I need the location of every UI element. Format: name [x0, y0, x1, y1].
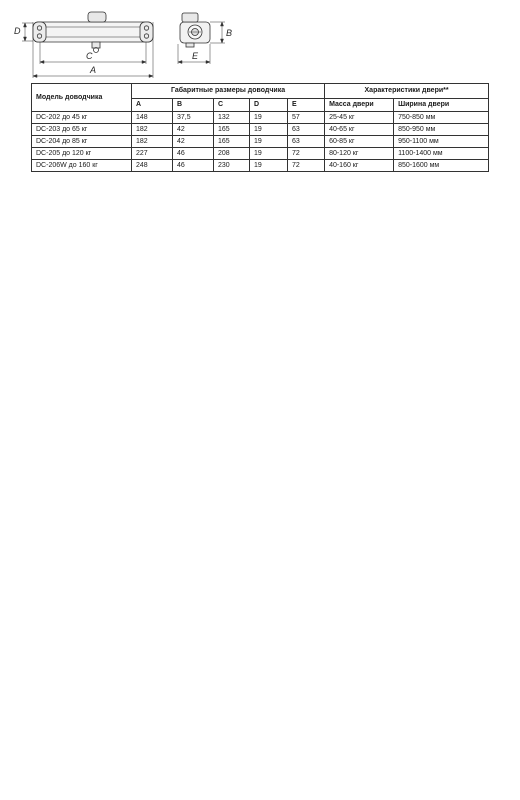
front-view: [22, 12, 153, 78]
cell-a: 182: [132, 136, 173, 148]
cell-b: 46: [173, 148, 214, 160]
dimension-d: [24, 23, 27, 41]
side-view: [178, 13, 225, 64]
column-header-a: A: [132, 99, 173, 112]
cell-c: 132: [214, 112, 250, 124]
cell-b: 46: [173, 160, 214, 172]
cell-d: 19: [250, 124, 288, 136]
cell-door-width: 1100-1400 мм: [394, 148, 489, 160]
cell-door-width: 850-1600 мм: [394, 160, 489, 172]
column-header-b: B: [173, 99, 214, 112]
cell-c: 165: [214, 124, 250, 136]
dimension-label-b: B: [226, 28, 233, 38]
cell-b: 42: [173, 136, 214, 148]
cell-door-weight: 60-85 кг: [325, 136, 394, 148]
cell-e: 63: [288, 124, 325, 136]
cell-c: 165: [214, 136, 250, 148]
dimension-label-a: A: [90, 65, 97, 75]
cell-model: DC-204 до 85 кг: [32, 136, 132, 148]
dimension-c: [40, 61, 146, 64]
cell-e: 72: [288, 160, 325, 172]
group-header-dimensions: Габаритные размеры доводчика: [132, 84, 325, 99]
cell-b: 37,5: [173, 112, 214, 124]
cell-door-width: 850-950 мм: [394, 124, 489, 136]
dimension-label-d: D: [14, 26, 21, 36]
door-closer-spec-table: [31, 83, 489, 172]
cell-door-width: 750-850 мм: [394, 112, 489, 124]
cell-model: DC-202 до 45 кг: [32, 112, 132, 124]
table-row: [32, 112, 489, 124]
cell-door-width: 950-1100 мм: [394, 136, 489, 148]
cell-b: 42: [173, 124, 214, 136]
cell-a: 227: [132, 148, 173, 160]
cell-d: 19: [250, 160, 288, 172]
cell-model: DC-206W до 160 кг: [32, 160, 132, 172]
cell-model: DC-203 до 65 кг: [32, 124, 132, 136]
cell-d: 19: [250, 148, 288, 160]
cell-door-weight: 40-160 кг: [325, 160, 394, 172]
column-header-door-width: Ширина двери: [394, 99, 489, 112]
group-header-door: Характеристики двери**: [325, 84, 489, 99]
cell-d: 19: [250, 136, 288, 148]
cell-e: 57: [288, 112, 325, 124]
column-header-model: Модель доводчика: [32, 84, 132, 112]
dimension-label-e: E: [192, 51, 199, 61]
cell-d: 19: [250, 112, 288, 124]
column-header-e: E: [288, 99, 325, 112]
table-row: [32, 124, 489, 136]
dimension-b: [221, 22, 224, 43]
cell-a: 248: [132, 160, 173, 172]
column-header-door-weight: Масса двери: [325, 99, 394, 112]
cell-c: 208: [214, 148, 250, 160]
dimension-label-c: C: [86, 51, 93, 61]
cell-door-weight: 80-120 кг: [325, 148, 394, 160]
table-row: [32, 148, 489, 160]
cell-a: 182: [132, 124, 173, 136]
table-row: [32, 160, 489, 172]
cell-door-weight: 40-65 кг: [325, 124, 394, 136]
table-header-row: [32, 84, 489, 99]
column-header-c: C: [214, 99, 250, 112]
cell-c: 230: [214, 160, 250, 172]
cell-e: 63: [288, 136, 325, 148]
cell-e: 72: [288, 148, 325, 160]
column-header-d: D: [250, 99, 288, 112]
cell-model: DC-205 до 120 кг: [32, 148, 132, 160]
table-row: [32, 136, 489, 148]
cell-a: 148: [132, 112, 173, 124]
cell-door-weight: 25-45 кг: [325, 112, 394, 124]
door-closer-technical-drawing: [0, 0, 520, 82]
